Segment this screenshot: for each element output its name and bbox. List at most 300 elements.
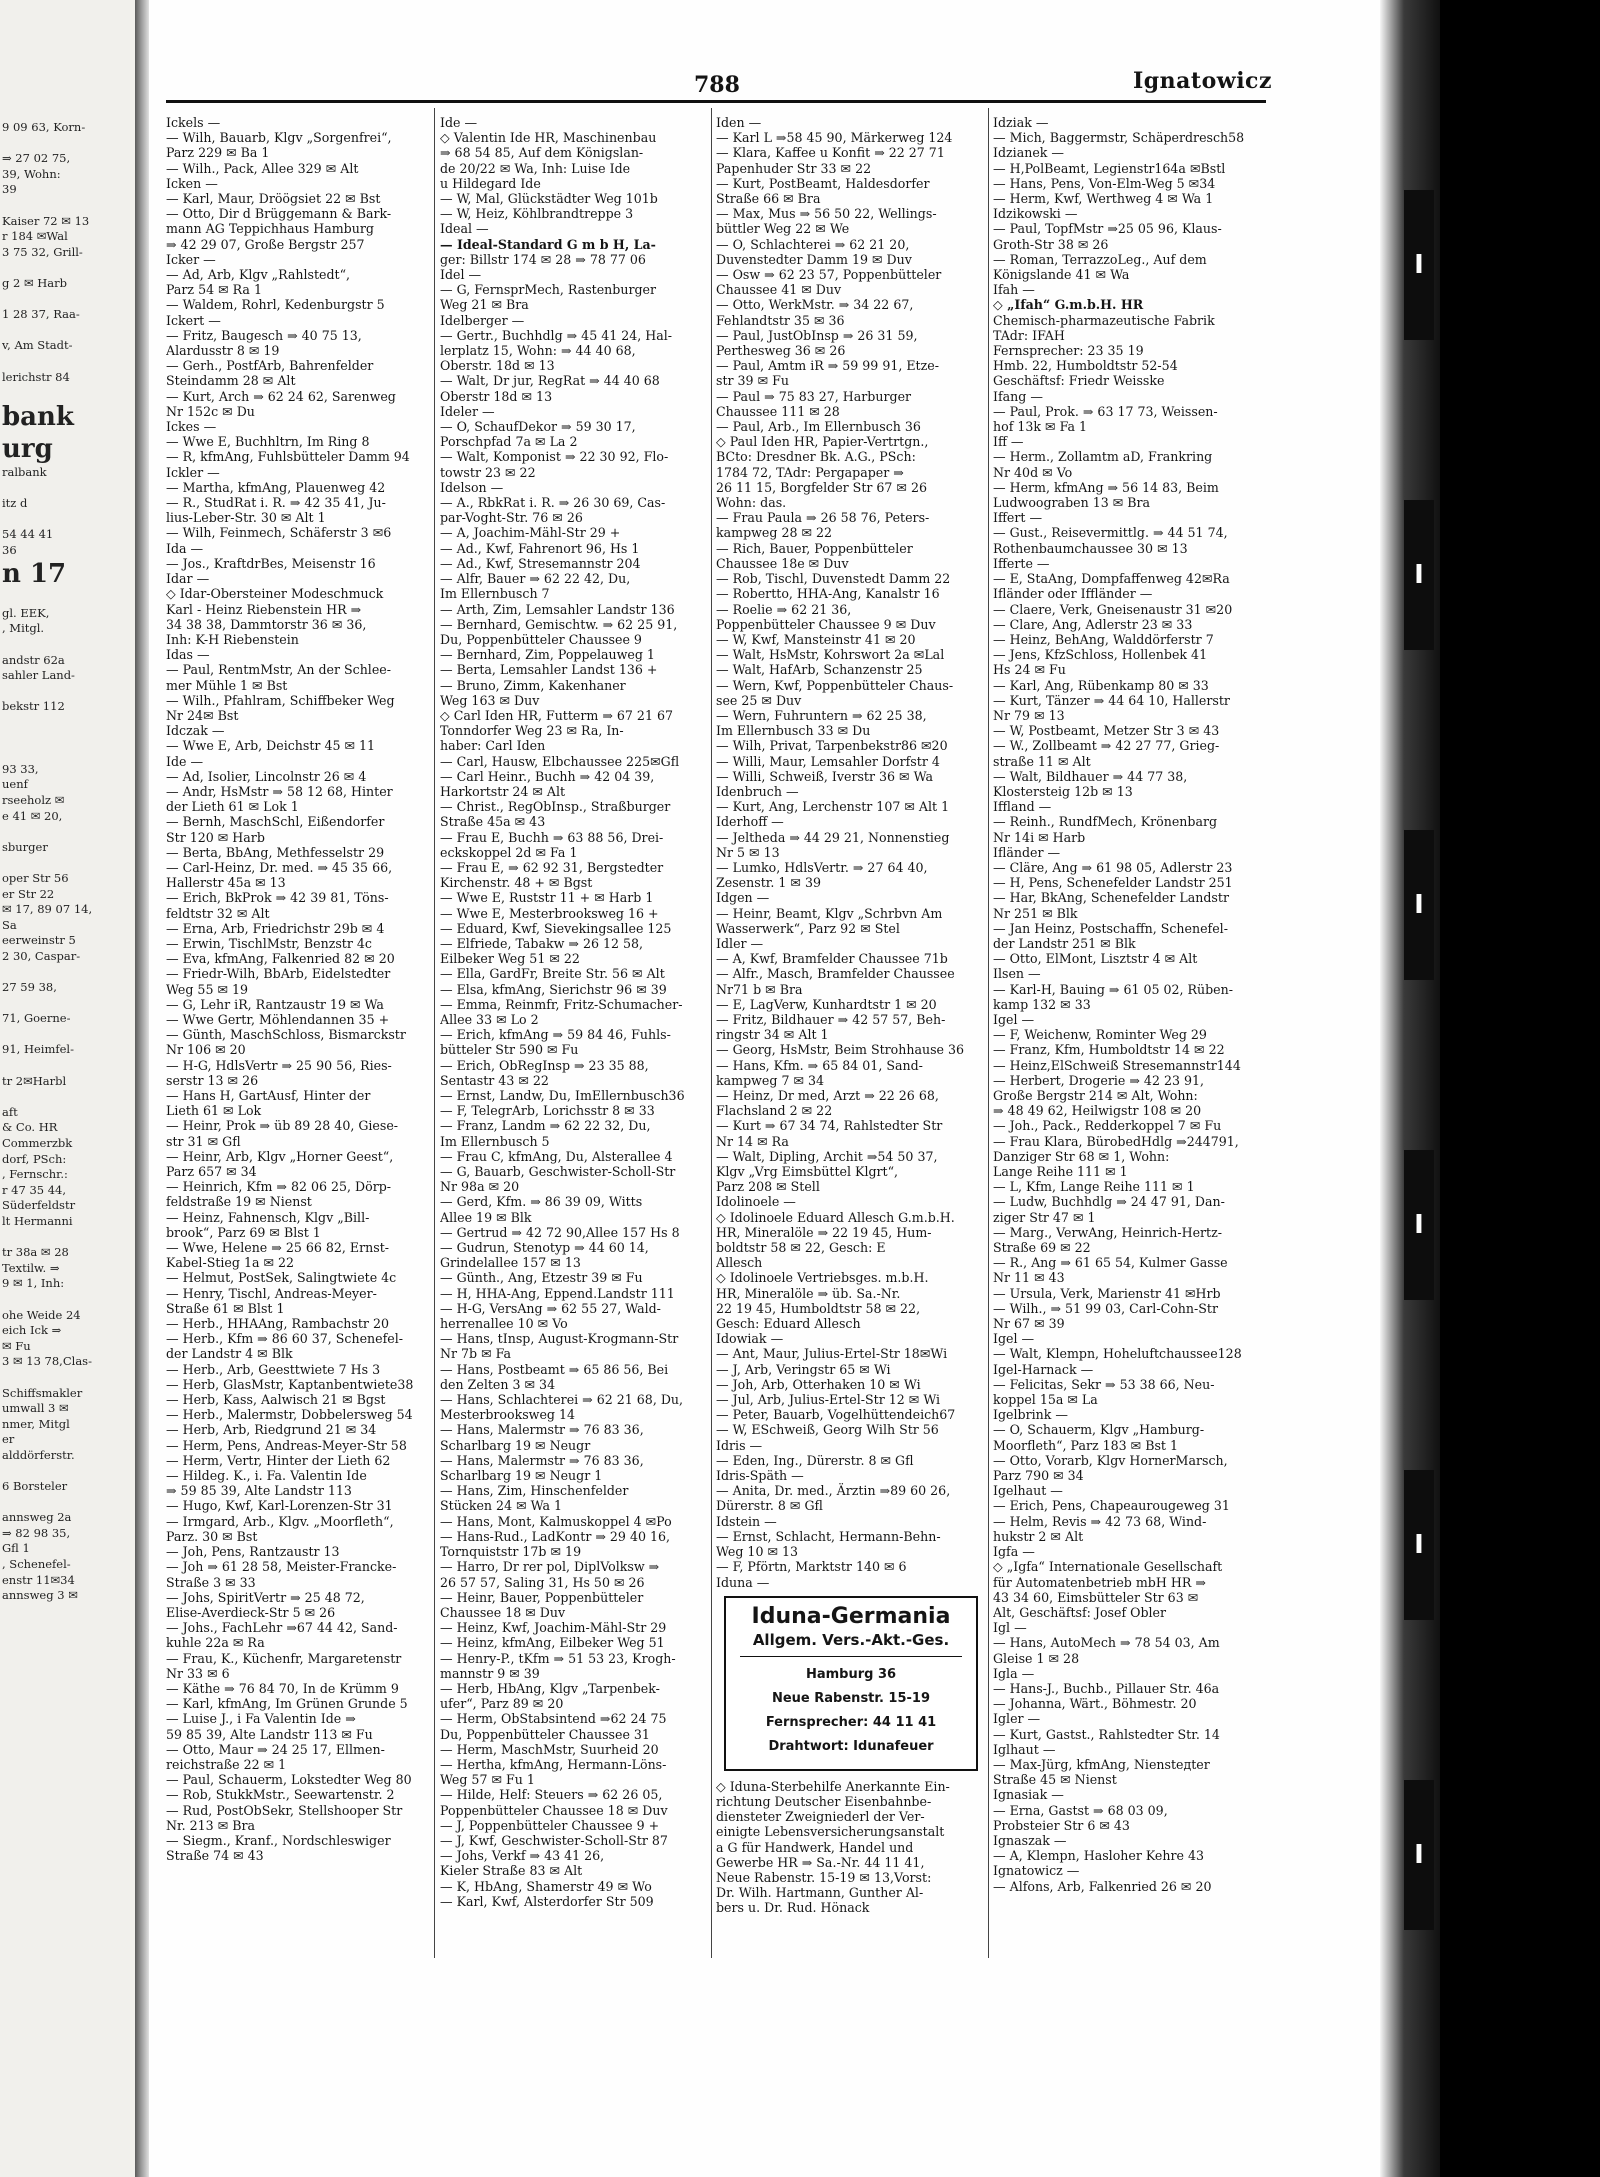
directory-entry: par-Voght-Str. 76 ✉ 26 xyxy=(440,510,583,526)
directory-entry: — Kurt, Tänzer ⇒ 44 64 10, Hallerstr xyxy=(993,692,1230,708)
directory-entry: Wohn: das. xyxy=(716,495,787,511)
directory-entry: — Jul, Arb, Julius-Ertel-Str 12 ✉ Wi xyxy=(716,1392,941,1408)
directory-entry: Ide — xyxy=(166,753,204,769)
directory-entry: Weg 57 ✉ Fu 1 xyxy=(440,1772,535,1788)
directory-entry: — Ernst, Schlacht, Hermann-Behn- xyxy=(716,1528,941,1544)
directory-entry: Icken — xyxy=(166,175,218,191)
directory-entry: ⇒ 42 29 07, Große Bergstr 257 xyxy=(166,236,365,252)
directory-entry: Nr 152c ✉ Du xyxy=(166,403,255,419)
directory-entry: — Otto, Dir d Brüggemann & Bark- xyxy=(166,206,392,222)
facing-page-line xyxy=(2,1027,132,1043)
ad-phone: Fernsprecher: 44 11 41 xyxy=(765,1714,937,1730)
directory-entry: — Hildeg. K., i. Fa. Valentin Ide xyxy=(166,1468,367,1484)
directory-entry: Idar — xyxy=(166,571,210,587)
directory-entry: — Klara, Kaffee u Konfit ⇒ 22 27 71 xyxy=(716,145,945,161)
directory-entry: Klgv „Vrg Eimsbüttel Klgrt“, xyxy=(716,1164,899,1180)
directory-entry: ◇ Carl Iden HR, Futterm ⇒ 67 21 67 xyxy=(440,707,673,723)
directory-entry: Königslande 41 ✉ Wa xyxy=(993,267,1130,283)
facing-page-line: g 2 ✉ Harb xyxy=(2,275,68,290)
facing-page-line xyxy=(2,824,132,840)
facing-page-line: 27 59 38, xyxy=(2,980,57,995)
directory-entry: — G, FernsprMech, Rastenburger xyxy=(440,282,657,298)
directory-entry: Im Ellernbusch 7 xyxy=(440,586,550,602)
facing-page-line: ✉ Fu xyxy=(2,1338,31,1353)
directory-entry: — Joh., Pack., Redderkoppel 7 ✉ Fu xyxy=(993,1118,1222,1134)
directory-entry: — Max, Mus ⇒ 56 50 22, Wellings- xyxy=(716,206,937,222)
directory-entry: — Siegm., Kranf., Nordschleswiger xyxy=(166,1832,391,1848)
directory-entry: — Emma, Reinmfr, Fritz-Schumacher- xyxy=(440,996,683,1012)
directory-entry: Nr 7b ✉ Fa xyxy=(440,1346,512,1362)
directory-entry: — Roelie ⇒ 62 21 36, xyxy=(716,601,852,617)
directory-entry: — Herb., Kfm ⇒ 86 60 37, Schenefel- xyxy=(166,1331,403,1347)
directory-entry: Str 120 ✉ Harb xyxy=(166,829,265,845)
directory-entry: — Jos., KraftdrBes, Meisenstr 16 xyxy=(166,555,376,571)
directory-entry: — Har, BkAng, Schenefelder Landstr xyxy=(993,890,1229,906)
directory-entry: — Walt, HafArb, Schanzenstr 25 xyxy=(716,662,923,678)
directory-entry: — Jan Heinz, Postschaffn, Schenefel- xyxy=(993,920,1228,936)
directory-entry: — Lumko, HdlsVertr. ⇒ 27 64 40, xyxy=(716,859,928,875)
directory-entry: — W, Postbeamt, Metzer Str 3 ✉ 43 xyxy=(993,723,1220,739)
directory-entry: — Paul, Arb., Im Ellernbusch 36 xyxy=(716,419,921,435)
directory-entry: Straße 61 ✉ Blst 1 xyxy=(166,1300,285,1316)
directory-entry: ◇ Iduna-Sterbehilfe Anerkannte Ein- xyxy=(716,1778,950,1794)
directory-entry: — Herb, Arb, Riedgrund 21 ✉ 34 xyxy=(166,1422,377,1438)
thumb-index-tab: I xyxy=(1404,830,1434,980)
directory-entry: ⇒ 59 85 39, Alte Landstr 113 xyxy=(166,1483,352,1499)
facing-page-line: eich Ick ⇒ xyxy=(2,1323,62,1338)
facing-page-line: 2 30, Caspar- xyxy=(2,948,81,963)
facing-page-line: 3 75 32, Grill- xyxy=(2,244,83,259)
directory-entry: Ickes — xyxy=(166,419,217,435)
directory-entry: — Hans, Malermstr ⇒ 76 83 36, xyxy=(440,1452,644,1468)
directory-entry: Chaussee 18e ✉ Duv xyxy=(716,555,849,571)
directory-entry: Chaussee 18 ✉ Duv xyxy=(440,1604,566,1620)
directory-entry: — H-G, VersAng ⇒ 62 55 27, Wald- xyxy=(440,1300,661,1316)
directory-entry: — F, Weichenw, Rominter Weg 29 xyxy=(993,1027,1207,1043)
directory-entry: — Ad, Arb, Klgv „Rahlstedt“, xyxy=(166,267,351,283)
facing-page-line: urg xyxy=(2,433,53,464)
directory-entry: see 25 ✉ Duv xyxy=(716,692,802,708)
directory-entry: ⇒ 68 54 85, Auf dem Königslan- xyxy=(440,145,644,161)
directory-entry: Nr 11 ✉ 43 xyxy=(993,1270,1065,1286)
directory-entry: Gleise 1 ✉ 28 xyxy=(993,1650,1080,1666)
directory-entry: straße 11 ✉ Alt xyxy=(993,753,1091,769)
directory-entry: — Hertha, kfmAng, Hermann-Löns- xyxy=(440,1756,667,1772)
directory-entry: — Wwe, Helene ⇒ 25 66 82, Ernst- xyxy=(166,1240,390,1256)
directory-entry: brook“, Parz 69 ✉ Blst 1 xyxy=(166,1224,321,1240)
facing-page-line: sahler Land- xyxy=(2,668,75,683)
directory-entry: — H-G, HdlsVertr ⇒ 25 90 56, Ries- xyxy=(166,1057,392,1073)
directory-entry: — Herm, kfmAng ⇒ 56 14 83, Beim xyxy=(993,479,1219,495)
directory-entry: — Fritz, Baugesch ⇒ 40 75 13, xyxy=(166,327,362,343)
facing-page-line xyxy=(2,198,132,214)
directory-entry: TAdr: IFAH xyxy=(993,327,1065,343)
directory-entry: — H,PolBeamt, Legienstr164a ✉Bstl xyxy=(993,160,1226,176)
directory-entry: — Max-Jürg, kfmAng, Niensteдter xyxy=(993,1756,1210,1772)
directory-entry: — Herb., HHAAng, Rambachstr 20 xyxy=(166,1316,389,1332)
directory-entry: — Wilh, Privat, Tarpenbekstr86 ✉20 xyxy=(716,738,948,754)
directory-entry: — F, TelegrArb, Lorichsstr 8 ✉ 33 xyxy=(440,1103,655,1119)
directory-entry: Sentastr 43 ✉ 22 xyxy=(440,1072,549,1088)
directory-entry: — Hans, Mont, Kalmuskoppel 4 ✉Po xyxy=(440,1513,672,1529)
directory-entry: mannstr 9 ✉ 39 xyxy=(440,1665,540,1681)
directory-entry: Idler — xyxy=(716,935,764,951)
directory-entry: — Joh ⇒ 61 28 58, Meister-Francke- xyxy=(166,1559,397,1575)
directory-entry: kampweg 28 ✉ 22 xyxy=(716,525,833,541)
directory-entry: — L, Kfm, Lange Reihe 111 ✉ 1 xyxy=(993,1179,1195,1195)
directory-entry: HR, Mineralöle ⇒ üb. Sa.-Nr. xyxy=(716,1285,901,1301)
directory-entry: ◇ Idar-Obersteiner Modeschmuck xyxy=(166,586,384,602)
directory-entry: — Frau C, kfmAng, Du, Alsterallee 4 xyxy=(440,1148,673,1164)
directory-entry: — A, Klempn, Hasloher Kehre 43 xyxy=(993,1848,1204,1864)
directory-entry: Idris-Späth — xyxy=(716,1468,804,1484)
facing-page-line: 6 Borsteler xyxy=(2,1479,68,1494)
directory-entry: — A, Joachim-Mähl-Str 29 + xyxy=(440,525,621,541)
facing-page-line xyxy=(2,996,132,1012)
facing-page-line: rseeholz ✉ xyxy=(2,792,65,807)
directory-entry: — Ant, Maur, Julius-Ertel-Str 18✉Wi xyxy=(716,1346,948,1362)
directory-entry: Ludwoograben 13 ✉ Bra xyxy=(993,495,1151,511)
directory-entry: — J, Poppenbütteler Chaussee 9 + xyxy=(440,1817,660,1833)
directory-entry: — Kurt ⇒ 67 34 74, Rahlstedter Str xyxy=(716,1118,943,1134)
directory-entry: ⇒ 48 49 62, Heilwigstr 108 ✉ 20 xyxy=(993,1103,1202,1119)
directory-entry: — Karl, Maur, Dröögsiet 22 ✉ Bst xyxy=(166,191,381,207)
directory-entry: einigte Lebensversicherungsanstalt xyxy=(716,1824,945,1840)
facing-page-line: eerweinstr 5 xyxy=(2,933,76,948)
facing-page-line: 91, Heimfel- xyxy=(2,1042,74,1057)
directory-entry: Im Ellernbusch 5 xyxy=(440,1133,550,1149)
directory-entry: — Walt, Komponist ⇒ 22 30 92, Flo- xyxy=(440,449,669,465)
directory-entry: — Herm, Vertr, Hinter der Lieth 62 xyxy=(166,1452,391,1468)
facing-page-line: lerichstr 84 xyxy=(2,369,70,384)
directory-entry: — Heinr, Arb, Klgv „Horner Geest“, xyxy=(166,1148,394,1164)
directory-entry: Ifländer oder Iffländer — xyxy=(993,586,1153,602)
directory-entry: — Kurt, Arch ⇒ 62 24 62, Sarenweg xyxy=(166,388,396,404)
directory-entry: — Clare, Ang, Adlerstr 23 ✉ 33 xyxy=(993,616,1193,632)
directory-entry: — Rob, StukkMstr., Seewartenstr. 2 xyxy=(166,1787,395,1803)
directory-entry: — Frau Klara, BürobedHdlg ⇒244791, xyxy=(993,1133,1239,1149)
directory-entry: — Wwe E, Ruststr 11 + ✉ Harb 1 xyxy=(440,890,654,906)
facing-page-line: 71, Goerne- xyxy=(2,1011,71,1026)
directory-entry: Nr 67 ✉ 39 xyxy=(993,1316,1065,1332)
directory-entry: — Rud, PostObSekr, Stellshooper Str xyxy=(166,1802,403,1818)
directory-entry: Im Ellernbusch 33 ✉ Du xyxy=(716,723,871,739)
directory-entry: Wasserwerk“, Parz 92 ✉ Stel xyxy=(716,920,900,936)
directory-entry: BCto: Dresdner Bk. A.G., PSch: xyxy=(716,449,916,465)
directory-entry: Du, Poppenbütteler Chaussee 9 xyxy=(440,631,642,647)
directory-entry: Hs 24 ✉ Fu xyxy=(993,662,1066,678)
directory-entry: — Fritz, Bildhauer ⇒ 42 57 57, Beh- xyxy=(716,1011,946,1027)
directory-entry: Probsteier Str 6 ✉ 43 xyxy=(993,1817,1130,1833)
directory-entry: Iderhoff — xyxy=(716,814,784,830)
facing-page-line: 54 44 41 xyxy=(2,527,54,542)
directory-entry: Mesterbrooksweg 14 xyxy=(440,1407,576,1423)
directory-entry: towstr 23 ✉ 22 xyxy=(440,464,536,480)
directory-entry: Ifang — xyxy=(993,388,1043,404)
directory-entry: — Bernhard, Gemischtw. ⇒ 62 25 91, xyxy=(440,616,678,632)
directory-entry: Igel-Harnack — xyxy=(993,1361,1094,1377)
directory-entry: — Harro, Dr rer pol, DiplVolksw ⇒ xyxy=(440,1559,660,1575)
directory-entry: — Wwe E, Buchhltrn, Im Ring 8 xyxy=(166,434,370,450)
directory-entry: Kirchenstr. 48 + ✉ Bgst xyxy=(440,875,593,891)
facing-page-line: aft xyxy=(2,1104,18,1119)
directory-entry: — Johanna, Wärt., Böhmestr. 20 xyxy=(993,1696,1197,1712)
directory-entry: Igel — xyxy=(993,1331,1035,1347)
directory-entry: Porschpfad 7a ✉ La 2 xyxy=(440,434,578,450)
directory-entry: Idziak — xyxy=(993,115,1049,130)
directory-entry: — Paul, RentmMstr, An der Schlee- xyxy=(166,662,391,678)
facing-page-line: ⇒ 27 02 75, xyxy=(2,151,71,166)
directory-entry: — Herm, MaschMstr, Suurheid 20 xyxy=(440,1741,659,1757)
directory-entry: 43 34 60, Eimsbütteler Str 63 ✉ xyxy=(993,1589,1199,1605)
directory-entry: — Gudrun, Stenotyp ⇒ 44 60 14, xyxy=(440,1240,649,1256)
directory-entry: Ignatowicz — xyxy=(993,1863,1080,1879)
directory-entry: Straße 45 ✉ Nienst xyxy=(993,1772,1117,1788)
directory-entry: — H, HHA-Ang, Eppend.Landstr 111 xyxy=(440,1285,675,1301)
directory-entry: — Hans, AutoMech ⇒ 78 54 03, Am xyxy=(993,1635,1220,1651)
directory-entry: Papenhuder Str 33 ✉ 22 xyxy=(716,160,872,176)
directory-entry: Oberstr. 18d ✉ 13 xyxy=(440,358,555,374)
directory-entry: 26 57 57, Saling 31, Hs 50 ✉ 26 xyxy=(440,1574,645,1590)
directory-entry: ger: Billstr 174 ✉ 28 ⇒ 78 77 06 xyxy=(440,251,646,267)
directory-entry: Steindamm 28 ✉ Alt xyxy=(166,373,296,389)
thumb-index-tab: I xyxy=(1404,190,1434,340)
facing-page-line: ✉ 17, 89 07 14, xyxy=(2,902,93,917)
directory-entry: Idgen — xyxy=(716,890,770,906)
directory-entry: Neue Rabenstr. 15-19 ✉ 13,Vorst: xyxy=(716,1869,932,1885)
directory-entry: — Joh, Arb, Otterhaken 10 ✉ Wi xyxy=(716,1376,921,1392)
directory-entry: — Wilh., ⇒ 51 99 03, Carl-Cohn-Str xyxy=(993,1300,1218,1316)
facing-page-line: Commerzbk xyxy=(2,1136,73,1151)
directory-entry: — Carl Heinr., Buchh ⇒ 42 04 39, xyxy=(440,768,655,784)
directory-entry: — Heinr, Beamt, Klgv „Schrbvn Am xyxy=(716,905,943,921)
directory-entry: lerplatz 15, Wohn: ⇒ 44 40 68, xyxy=(440,343,636,359)
directory-entry: Nr 33 ✉ 6 xyxy=(166,1665,230,1681)
directory-entry: Iffland — xyxy=(993,799,1052,815)
directory-entry: — Cläre, Ang ⇒ 61 98 05, Adlerstr 23 xyxy=(993,859,1233,875)
directory-entry: Harkortstr 24 ✉ Alt xyxy=(440,783,566,799)
directory-entry: — Hans-J., Buchb., Pillauer Str. 46a xyxy=(993,1680,1220,1696)
directory-entry: — Karl, kfmAng, Im Grünen Grunde 5 xyxy=(166,1696,408,1712)
ad-street: Neue Rabenstr. 15-19 xyxy=(771,1690,930,1706)
directory-entry: Nr71 b ✉ Bra xyxy=(716,981,803,997)
directory-entry: — Herb, GlasMstr, Kaptanbentwiete38 xyxy=(166,1376,414,1392)
directory-entry: Ilsen — xyxy=(993,966,1041,982)
facing-page-line: nmer, Mitgl xyxy=(2,1416,70,1431)
facing-page-line: er xyxy=(2,1432,15,1447)
thumb-index-tab: I xyxy=(1404,1470,1434,1620)
directory-entry: — Friedr-Wilh, BbArb, Eidelstedter xyxy=(166,966,391,982)
directory-entry: Ifferte — xyxy=(993,555,1050,571)
directory-entry: — Karl, Ang, Rübenkamp 80 ✉ 33 xyxy=(993,677,1209,693)
directory-entry: — Arth, Zim, Lemsahler Landstr 136 xyxy=(440,601,675,617)
directory-entry: — Hilde, Helf: Steuers ⇒ 62 26 05, xyxy=(440,1787,663,1803)
directory-entry: — Ideal-Standard G m b H, La- xyxy=(440,236,656,252)
directory-entry: Dr. Wilh. Hartmann, Gunther Al- xyxy=(716,1885,924,1901)
directory-entry: Straße 74 ✉ 43 xyxy=(166,1848,264,1864)
directory-entry: — Kurt, PostBeamt, Haldesdorfer xyxy=(716,175,930,191)
directory-entry: — Herb., Malermstr, Dobbelersweg 54 xyxy=(166,1407,413,1423)
thumb-index-tab: I xyxy=(1404,500,1434,650)
facing-page-line xyxy=(2,1058,132,1074)
directory-entry: — E, StaAng, Dompfaffenweg 42✉Ra xyxy=(993,571,1230,587)
directory-entry: — Erna, Arb, Friedrichstr 29b ✉ 4 xyxy=(166,920,385,936)
directory-entry: — Hans, Postbeamt ⇒ 65 86 56, Bei xyxy=(440,1361,669,1377)
directory-entry: Idelson — xyxy=(440,479,504,495)
facing-page-line xyxy=(2,511,132,527)
directory-entry: richtung Deutscher Eisenbahnbe- xyxy=(716,1793,932,1809)
directory-entry: — Erich, BkProk ⇒ 42 39 81, Töns- xyxy=(166,890,389,906)
ad-divider xyxy=(740,1656,962,1657)
directory-entry: Parz 657 ✉ 34 xyxy=(166,1164,257,1180)
directory-entry: — Ernst, Landw, Du, ImEllernbusch36 xyxy=(440,1088,685,1103)
directory-entry: — Paul, JustObInsp ⇒ 26 31 59, xyxy=(716,327,918,343)
facing-page-line: v, Am Stadt- xyxy=(2,338,73,353)
directory-entry: Duvenstedter Damm 19 ✉ Duv xyxy=(716,251,912,267)
advertisement-box xyxy=(724,1596,978,1771)
directory-entry: — Wern, Fuhruntern ⇒ 62 25 38, xyxy=(716,707,927,723)
directory-entry: — Bernhard, Zim, Poppelauweg 1 xyxy=(440,647,655,663)
directory-entry: — R, kfmAng, Fuhlsbütteler Damm 94 xyxy=(166,449,410,465)
facing-page-line xyxy=(2,1292,132,1308)
directory-entry: Ickler — xyxy=(166,464,220,480)
directory-entry: — Carl-Heinz, Dr. med. ⇒ 45 35 66, xyxy=(166,859,393,875)
directory-entry: ◇ Valentin Ide HR, Maschinenbau xyxy=(440,130,657,146)
directory-entry: Parz 208 ✉ Stell xyxy=(716,1179,820,1195)
directory-entry: — Henry, Tischl, Andreas-Meyer- xyxy=(166,1285,377,1301)
directory-entry: — Herb., Arb, Geesttwiete 7 Hs 3 xyxy=(166,1361,381,1377)
directory-entry: Iden — xyxy=(716,115,762,130)
directory-entry: Hmb. 22, Humboldtstr 52-54 xyxy=(993,358,1178,374)
facing-page-line: 1 28 37, Raa- xyxy=(2,307,80,322)
directory-entry: Icker — xyxy=(166,251,216,267)
directory-entry: Geschäftsf: Friedr Weisske xyxy=(993,373,1165,389)
directory-entry: — Walt, Klempn, Hoheluftchaussee128 xyxy=(993,1346,1242,1362)
directory-entry: — Eduard, Kwf, Sievekingsallee 125 xyxy=(440,920,672,936)
facing-page-line xyxy=(2,715,132,731)
facing-page-line xyxy=(2,965,132,981)
facing-page-line: & Co. HR xyxy=(2,1120,58,1135)
directory-entry: — Erich, kfmAng ⇒ 59 84 46, Fuhls- xyxy=(440,1027,671,1043)
ad-city: Hamburg 36 xyxy=(805,1666,897,1682)
facing-page-line: 9 ✉ 1, Inh: xyxy=(2,1276,65,1291)
directory-entry: — Paul, Prok. ⇒ 63 17 73, Weissen- xyxy=(993,403,1218,419)
facing-page-line xyxy=(2,260,132,276)
facing-page-line: bekstr 112 xyxy=(2,699,65,714)
directory-entry: — Karl-H, Bauing ⇒ 61 05 02, Rüben- xyxy=(993,981,1234,997)
directory-entry: — Herm, Kwf, Werthweg 4 ✉ Wa 1 xyxy=(993,191,1214,207)
directory-entry: — Gertr., Buchhdlg ⇒ 45 41 24, Hal- xyxy=(440,327,673,343)
directory-entry: Nr 14i ✉ Harb xyxy=(993,829,1086,845)
directory-entry: — Jens, KfzSchloss, Hollenbek 41 xyxy=(993,647,1208,663)
running-header: Ignatowicz xyxy=(1133,68,1272,94)
directory-entry: Alt, Geschäftsf: Josef Obler xyxy=(993,1604,1167,1620)
directory-entry: — Robertto, HHA-Ang, Kanalstr 16 xyxy=(716,586,940,602)
directory-entry: boldtstr 58 ✉ 22, Gesch: E xyxy=(716,1240,886,1256)
facing-page-line xyxy=(2,136,132,152)
directory-entry: Igelbrink — xyxy=(993,1407,1068,1423)
directory-entry: Poppenbütteler Chaussee 18 ✉ Duv xyxy=(440,1802,668,1818)
directory-entry: — Gust., Reisevermittlg. ⇒ 44 51 74, xyxy=(993,525,1228,541)
directory-entry: — Frau E, Buchh ⇒ 63 88 56, Drei- xyxy=(440,829,664,845)
directory-entry: Straße 45a ✉ 43 xyxy=(440,814,546,830)
directory-entry: — Wilh, Feinmech, Schäferstr 3 ✉6 xyxy=(166,525,392,541)
facing-page-line: dorf, PSch: xyxy=(2,1151,67,1166)
directory-entry: 34 38 38, Dammtorstr 36 ✉ 36, xyxy=(166,616,367,632)
directory-entry: — Herb, HbAng, Klgv „Tarpenbek- xyxy=(440,1680,660,1696)
directory-entry: — Andr, HsMstr ⇒ 58 12 68, Hinter xyxy=(166,783,393,799)
directory-entry: Weg 55 ✉ 19 xyxy=(166,981,249,997)
facing-page-line xyxy=(2,385,132,401)
directory-entry: — Luise J., i Fa Valentin Ide ⇒ xyxy=(166,1711,356,1727)
directory-entry: — Willi, Maur, Lemsahler Dorfstr 4 xyxy=(716,753,940,769)
directory-entry: — Frau E, ⇒ 62 92 31, Bergstedter xyxy=(440,859,664,875)
directory-entry: — Rich, Bauer, Poppenbütteler xyxy=(716,540,913,556)
directory-entry: — Wwe Gertr, Möhlendannen 35 + xyxy=(166,1011,390,1027)
directory-entry: — Paul, TopfMstr ⇒25 05 96, Klaus- xyxy=(993,221,1222,237)
directory-entry: ◇ Paul Iden HR, Papier-Vertrtgn., xyxy=(716,434,929,450)
directory-entry: — Hans, Malermstr ⇒ 76 83 36, xyxy=(440,1422,644,1438)
directory-entry: — H, Pens, Schenefelder Landstr 251 xyxy=(993,875,1233,891)
directory-entry: mer Mühle 1 ✉ Bst xyxy=(166,677,288,693)
directory-entry: — R., Ang ⇒ 61 65 54, Kulmer Gasse xyxy=(993,1255,1228,1271)
facing-page-line: 39, Wohn: xyxy=(2,166,61,181)
directory-entry: Igfa — xyxy=(993,1544,1035,1560)
directory-entry: Nr 14 ✉ Ra xyxy=(716,1133,789,1149)
facing-page-line: , Fernschr.: xyxy=(2,1167,68,1182)
directory-entry: — Alfr., Masch, Bramfelder Chaussee xyxy=(716,966,955,982)
directory-entry: — Frau, K., Küchenfr, Margaretenstr xyxy=(166,1650,402,1666)
directory-entry: — Wern, Kwf, Poppenbütteler Chaus- xyxy=(716,677,954,693)
directory-entry: — Kurt, Gastst., Rahlstedter Str. 14 xyxy=(993,1726,1220,1742)
column-divider xyxy=(711,108,712,1958)
thumb-index-tab: I xyxy=(1404,1150,1434,1300)
directory-entry: — Berta, Lemsahler Landst 136 + xyxy=(440,662,658,678)
directory-entry: — Berta, BbAng, Methfesselstr 29 xyxy=(166,844,385,860)
directory-entry: Fernsprecher: 23 35 19 xyxy=(993,343,1144,359)
directory-entry: Allee 33 ✉ Lo 2 xyxy=(440,1011,539,1027)
header-rule xyxy=(166,100,1266,103)
directory-entry: Igl — xyxy=(993,1620,1027,1636)
directory-entry: reichstraße 22 ✉ 1 xyxy=(166,1756,287,1772)
directory-entry: ◇ Idolinoele Vertriebsges. m.b.H. xyxy=(716,1270,929,1286)
directory-entry: — Carl, Hausw, Elbchaussee 225✉Gfl xyxy=(440,753,680,769)
directory-entry: Chaussee 111 ✉ 28 xyxy=(716,403,840,419)
directory-entry: — F, Pförtn, Marktstr 140 ✉ 6 xyxy=(716,1559,907,1575)
directory-entry: — Marg., VerwAng, Heinrich-Hertz- xyxy=(993,1224,1223,1240)
directory-entry: Poppenbütteler Chaussee 9 ✉ Duv xyxy=(716,616,936,632)
directory-entry: Lieth 61 ✉ Lok xyxy=(166,1103,262,1119)
directory-entry: str 39 ✉ Fu xyxy=(716,373,789,389)
facing-page-line: 36 xyxy=(2,542,17,557)
directory-entry: — J, Kwf, Geschwister-Scholl-Str 87 xyxy=(440,1832,668,1848)
directory-entry: — Elsa, kfmAng, Sierichstr 96 ✉ 39 xyxy=(440,981,667,997)
directory-entry: Ida — xyxy=(166,540,204,556)
directory-entry: Kieler Straße 83 ✉ Alt xyxy=(440,1863,583,1879)
directory-entry: — Elfriede, Tabakw ⇒ 26 12 58, xyxy=(440,935,644,951)
directory-entry: — Heinr, Prok ⇒ üb 89 28 40, Giese- xyxy=(166,1118,399,1134)
facing-page-line: tr 2✉Harbl xyxy=(2,1073,67,1088)
directory-entry: büttler Weg 22 ✉ We xyxy=(716,221,850,237)
directory-entry: koppel 15a ✉ La xyxy=(993,1392,1098,1408)
directory-entry: Fehlandtstr 35 ✉ 36 xyxy=(716,312,845,328)
directory-entry: herrenallee 10 ✉ Vo xyxy=(440,1316,568,1332)
directory-entry: — Walt, Dipling, Archit ⇒54 50 37, xyxy=(716,1148,938,1164)
ad-wire: Drahtwort: Idunafeuer xyxy=(768,1738,934,1754)
facing-page-line: enstr 11✉34 xyxy=(2,1572,75,1587)
directory-entry: — Heinz, Kwf, Joachim-Mähl-Str 29 xyxy=(440,1620,667,1636)
facing-page-line: lt Hermanni xyxy=(2,1214,73,1228)
